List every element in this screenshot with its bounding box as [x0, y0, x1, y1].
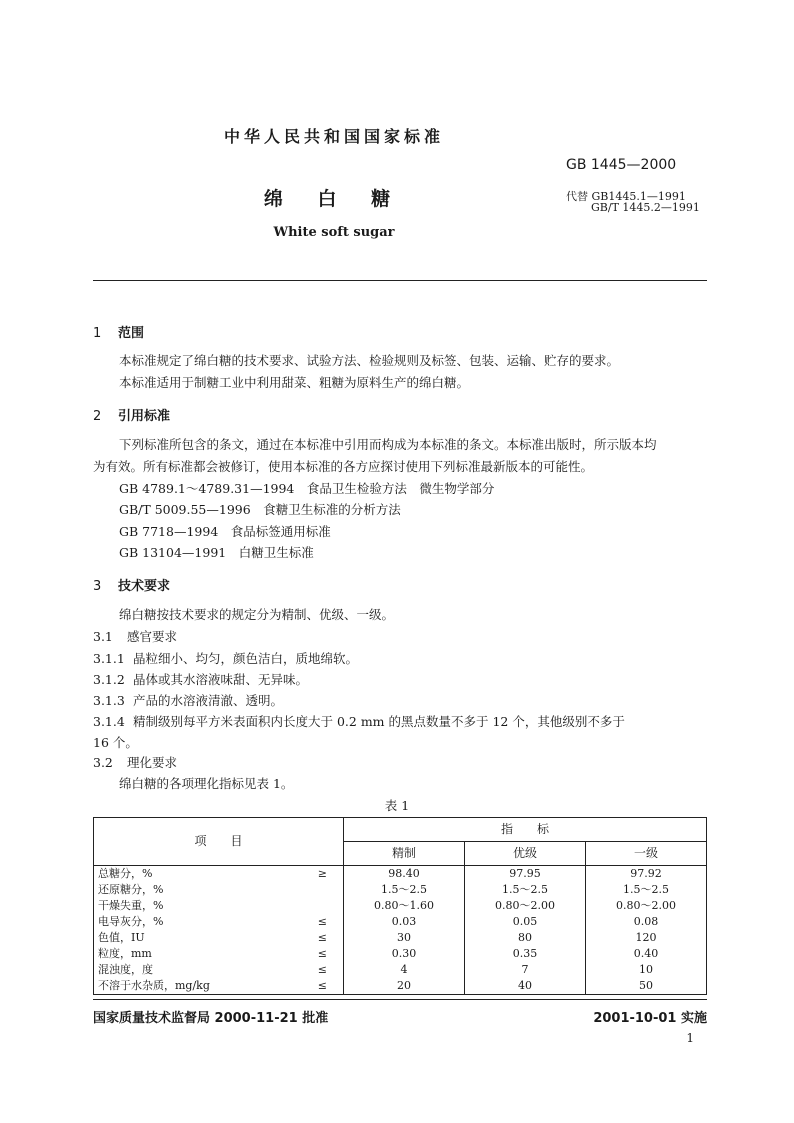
reference-standard: GB 13104—1991 白糖卫生标准	[119, 545, 314, 560]
document-title: 绵 白 糖	[263, 188, 405, 210]
clause-3-1-4: 3.1.4 精制级别每平方米表面积内长度大于 0.2 mm 的黑点数量不多于 12 个，其他级别不多于	[93, 714, 625, 729]
value-cell: 4	[344, 962, 465, 978]
value-cell: 1.5～2.5	[465, 882, 586, 898]
section-2-paragraph-line-2: 为有效。所有标准都会被修订，使用本标准的各方应探讨使用下列标准最新版本的可能性。	[93, 459, 594, 474]
value-cell: 0.40	[586, 946, 707, 962]
footer-divider	[93, 999, 707, 1000]
value-cell: 0.80～2.00	[465, 898, 586, 914]
value-cell: 80	[465, 930, 586, 946]
table-row	[94, 930, 707, 946]
section-1-heading: 1 范围	[93, 326, 145, 341]
replaces-standard-2: GB/T 1445.2—1991	[591, 201, 700, 214]
index-column-header: 指 标	[344, 818, 707, 842]
section-2-heading: 2 引用标准	[93, 409, 171, 424]
table-row	[94, 946, 707, 962]
section-3-2-text: 绵白糖的各项理化指标见表 1。	[119, 776, 294, 791]
clause-3-1-3: 3.1.3 产品的水溶液清澈、透明。	[93, 693, 284, 708]
clause-3-1-4-continued: 16 个。	[93, 735, 138, 750]
replaces-standard-1: 代替 GB1445.1—1991	[566, 190, 686, 203]
header-divider	[93, 280, 707, 281]
section-3-2-heading: 3.2 理化要求	[93, 755, 178, 770]
value-cell: 0.30	[344, 946, 465, 962]
section-1-paragraph-1: 本标准规定了绵白糖的技术要求、试验方法、检验规则及标签、包装、运输、贮存的要求。	[119, 353, 620, 368]
item-cell: 干燥失重，%	[94, 898, 344, 914]
table-row	[94, 962, 707, 978]
section-2-paragraph-line-1: 下列标准所包含的条文，通过在本标准中引用而构成为本标准的条文。本标准出版时，所示版本均	[119, 437, 657, 452]
implementation-date: 2001-10-01 实施	[593, 1011, 707, 1026]
item-cell: 不溶于水杂质，mg/kg ≤	[94, 978, 344, 995]
table-row	[94, 898, 707, 914]
table-row	[94, 978, 707, 995]
item-cell: 还原糖分，%	[94, 882, 344, 898]
value-cell: 97.92	[586, 866, 707, 883]
page-number: 1	[686, 1031, 694, 1045]
item-cell: 电导灰分，% ≤	[94, 914, 344, 930]
item-cell: 粒度，mm ≤	[94, 946, 344, 962]
specification-table	[93, 817, 707, 995]
standard-org-title: 中华人民共和国国家标准	[223, 127, 444, 146]
item-cell: 总糖分，% ≥	[94, 866, 344, 883]
value-cell: 1.5～2.5	[344, 882, 465, 898]
value-cell: 7	[465, 962, 586, 978]
reference-standard: GB 7718—1994 食品标签通用标准	[119, 524, 331, 539]
reference-standard: GB 4789.1～4789.31—1994 食品卫生检验方法 微生物学部分	[119, 481, 495, 496]
value-cell: 30	[344, 930, 465, 946]
grade-header: 一级	[586, 842, 707, 866]
value-cell: 0.08	[586, 914, 707, 930]
value-cell: 97.95	[465, 866, 586, 883]
value-cell: 120	[586, 930, 707, 946]
item-column-header: 项 目	[94, 818, 344, 866]
item-cell: 色值，IU ≤	[94, 930, 344, 946]
value-cell: 0.35	[465, 946, 586, 962]
value-cell: 0.80～2.00	[586, 898, 707, 914]
clause-3-1-2: 3.1.2 晶体或其水溶液味甜、无异味。	[93, 672, 309, 687]
table-header-row	[94, 818, 707, 842]
section-1-paragraph-2: 本标准适用于制糖工业中利用甜菜、粗糖为原料生产的绵白糖。	[119, 375, 470, 390]
value-cell: 0.03	[344, 914, 465, 930]
value-cell: 40	[465, 978, 586, 995]
value-cell: 98.40	[344, 866, 465, 883]
table-row	[94, 866, 707, 883]
section-3-heading: 3 技术要求	[93, 579, 171, 594]
section-3-1-heading: 3.1 感官要求	[93, 629, 178, 644]
grade-header: 优级	[465, 842, 586, 866]
value-cell: 1.5～2.5	[586, 882, 707, 898]
section-3-intro: 绵白糖按技术要求的规定分为精制、优级、一级。	[119, 607, 395, 622]
document-title-english: White soft sugar	[273, 225, 395, 240]
item-cell: 混浊度，度 ≤	[94, 962, 344, 978]
value-cell: 0.80～1.60	[344, 898, 465, 914]
grade-header: 精制	[344, 842, 465, 866]
reference-standard: GB/T 5009.55—1996 食糖卫生标准的分析方法	[119, 502, 401, 517]
approval-info: 国家质量技术监督局 2000-11-21 批准	[93, 1011, 329, 1026]
standard-code: GB 1445—2000	[566, 157, 677, 173]
clause-3-1-1: 3.1.1 晶粒细小、均匀，颜色洁白，质地绵软。	[93, 651, 359, 666]
value-cell: 0.05	[465, 914, 586, 930]
table-caption: 表 1	[384, 798, 410, 813]
value-cell: 20	[344, 978, 465, 995]
value-cell: 10	[586, 962, 707, 978]
table-row	[94, 914, 707, 930]
value-cell: 50	[586, 978, 707, 995]
table-row	[94, 882, 707, 898]
